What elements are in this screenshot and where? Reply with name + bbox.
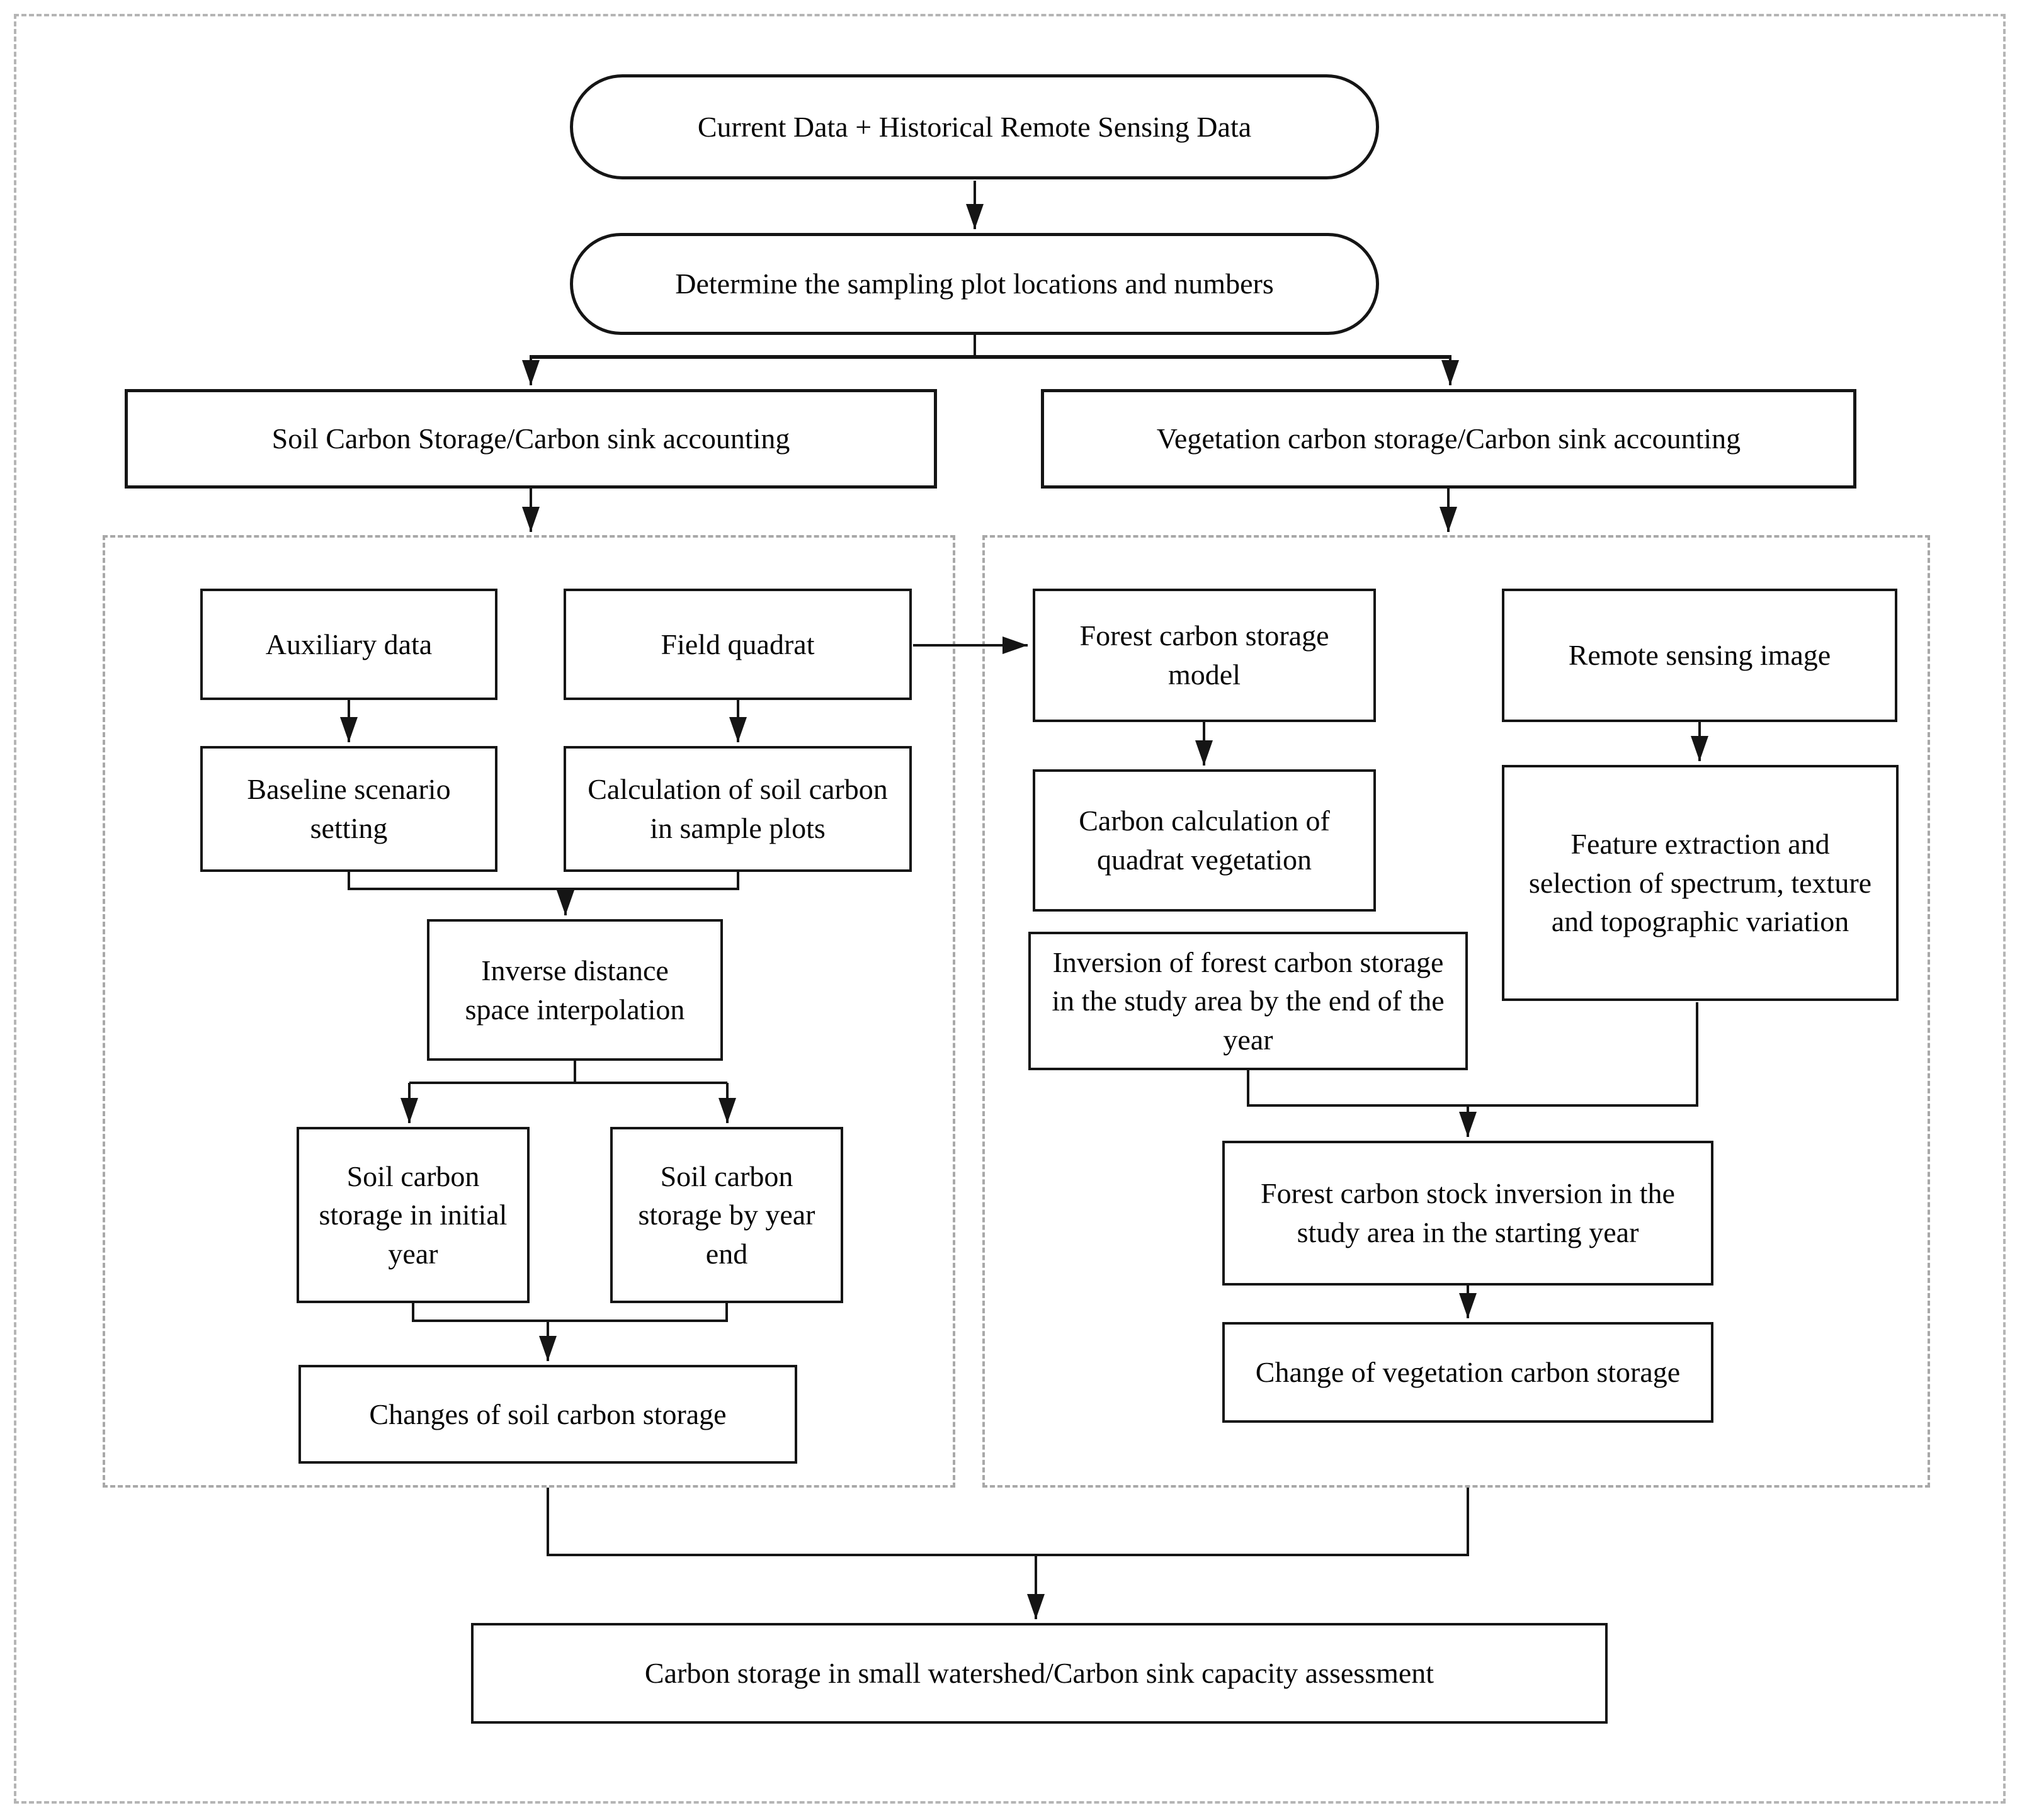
node-vegetation-carbon-header: Vegetation carbon storage/Carbon sink accounting bbox=[1041, 389, 1856, 489]
connector-merge-baseline-soilcalc bbox=[349, 872, 738, 889]
connector-merge-soil-storage bbox=[413, 1303, 727, 1321]
node-baseline-scenario: Baseline scenario setting bbox=[200, 746, 497, 872]
node-soil-storage-year-end: Soil carbon storage by year end bbox=[610, 1127, 843, 1303]
node-auxiliary-data: Auxiliary data bbox=[200, 589, 497, 700]
node-final-assessment: Carbon storage in small watershed/Carbon sink capacity assessment bbox=[471, 1623, 1608, 1724]
node-quadrat-carbon-calculation: Carbon calculation of quadrat vegetation bbox=[1033, 769, 1376, 912]
node-feature-extraction: Feature extraction and selection of spectrum, texture and topographic variation bbox=[1502, 765, 1899, 1001]
node-soil-carbon-calculation: Calculation of soil carbon in sample plots bbox=[564, 746, 912, 872]
node-soil-carbon-header: Soil Carbon Storage/Carbon sink accounting bbox=[125, 389, 937, 489]
node-forest-carbon-model: Forest carbon storage model bbox=[1033, 589, 1376, 722]
node-soil-storage-initial-year: Soil carbon storage in initial year bbox=[297, 1127, 530, 1303]
node-soil-storage-changes: Changes of soil carbon storage bbox=[298, 1365, 797, 1464]
node-field-quadrat: Field quadrat bbox=[564, 589, 912, 700]
node-remote-sensing-image: Remote sensing image bbox=[1502, 589, 1897, 722]
node-inversion-year-end: Inversion of forest carbon storage in the study area by the end of the year bbox=[1028, 932, 1468, 1070]
node-inverse-distance-interpolation: Inverse distance space interpolation bbox=[427, 919, 723, 1061]
node-forest-stock-starting-year: Forest carbon stock inversion in the study area in the starting year bbox=[1222, 1141, 1713, 1286]
node-vegetation-storage-change: Change of vegetation carbon storage bbox=[1222, 1322, 1713, 1423]
node-current-data: Current Data + Historical Remote Sensing Data bbox=[570, 74, 1379, 179]
node-determine-sampling: Determine the sampling plot locations and numbers bbox=[570, 233, 1379, 335]
